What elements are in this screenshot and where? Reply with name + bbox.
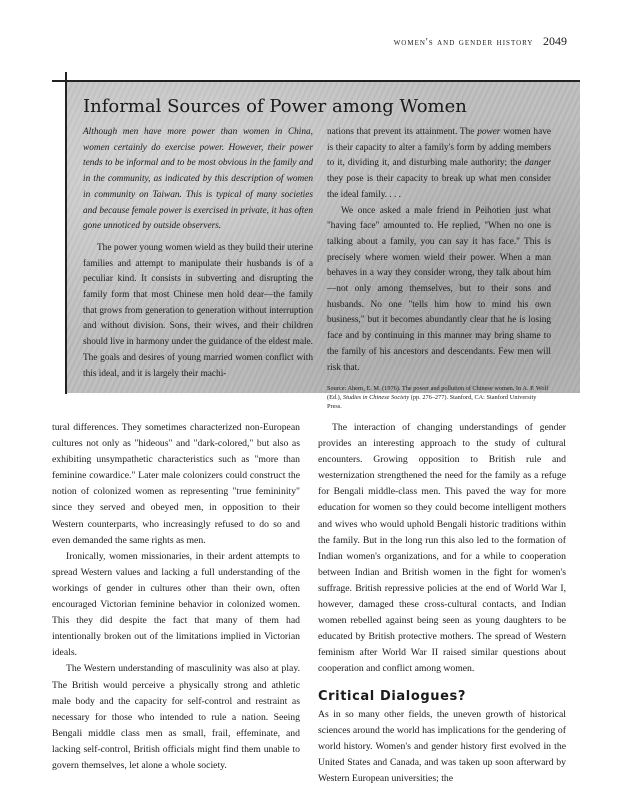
running-head [394, 34, 567, 49]
sidebar-p1-d: they pose is their capacity to break up what men consider the ideal family. . . . [327, 174, 551, 200]
sidebar-right-column [327, 125, 551, 411]
source-title: Studies in Chinese Society [342, 394, 410, 402]
sidebar-source [327, 384, 551, 411]
sidebar-paragraph-1-start: The power young women wield as they build their uterine families and attempt to manipulate their husbands is of a peculiar kind. It consists in subverting and disrupting the family form that most Chinese men hold dear—the family that grows from generation to generation without interruption and without division. Sons, their wives, and their children should live in harmony under the guidance of the eldest male. The goals and desires of young married women conflict with this ideal, and it is largely their machi- [83, 242, 313, 379]
sidebar-paragraph-1-end [327, 125, 551, 204]
sidebar-left-column [83, 125, 313, 382]
sidebar-p1-b: nations that prevent its attainment. The [327, 127, 478, 137]
sidebar-p1-power: power [477, 127, 501, 137]
sidebar-paragraph-2: We once asked a male friend in Peihotien just what "having face" amounted to. He replied, "When no one is talking about a family, you can say it has face." This is precisely where women wield their power. When a man behaves in a way they consider wrong, they talk about him—not only among themselves, but to their sons and husbands. No one "tells him how to mind his own business," but it becomes abundantly clear that he is losing face and by continuing in this manner may bring shame to the family of his ancestors and descendants. Few men will risk that. [327, 205, 551, 373]
body-left-paragraph-3: The Western understanding of masculinity was also at play. The British would perceive a physically strong and athletic male body and the capacity for self-control and restraint as necessary for those who intended to rule a nation. Seeing Bengali middle class men as small, frail, effeminate, and lacking self-control, British officials might find them unable to govern themselves, let alone a whole society. [52, 663, 300, 771]
source-a: Source: Ahern, E. M. (1976). The power and pollution of Chinese women. In A. P. Wolf (Ed.), [327, 385, 549, 402]
body-right-paragraph-2: As in so many other fields, the uneven growth of historical sciences around the world has implications for the gendering of world history. Women's and gender history first evolved in the United States and Canada, and was taken up soon afterward by Western European universities; the [318, 708, 566, 784]
sidebar-p1-c: women have is their capacity to alter a family's form by adding members to it, dividing it, and disturbing male authority; the [327, 127, 551, 169]
sidebar-horizontal-rule [52, 80, 580, 82]
sidebar-title: Informal Sources of Power among Women [83, 96, 467, 117]
body-left-column [52, 420, 300, 774]
body-right-paragraph-1: The interaction of changing understandings of gender provides an interesting approach to the study of cultural encounters. Growing opposition to British rule and westernization strengthened the need for the family as a refuge for Bengali middle-class men. This paved the way for more education for women so they could become intelligent mothers and wives who would uphold Bengali historic traditions within the family. But in the long run this also led to the formation of Indian women's organizations, and for a while to cooperation between Indian and British women in the fight for women's suffrage. British repressive policies at the end of World War I, however, damaged these cross-cultural contacts, and Indian women rebelled against being seen as young daughters to be educated by British protective mothers. The spread of Western feminism after World War II raised similar questions about cooperation and conflict among women. [318, 422, 566, 675]
sidebar-vertical-rule [65, 72, 67, 394]
section-heading: Critical Dialogues? [318, 688, 467, 704]
sidebar-p1-danger: danger [524, 158, 551, 169]
body-left-paragraph-2: Ironically, women missionaries, in their ardent attempts to spread Western values and lacking a full understanding of the workings of gender in cultures other than their own, often encouraged Victorian feminine behavior in colonized women. This they did despite the fact that many of them had intentionally broken out of the limitations implied in Victorian ideals. [52, 550, 300, 659]
source-b: (pp. 276–277). Stanford, CA: Stanford University Press. [327, 394, 537, 411]
page-number: 2049 [543, 34, 567, 48]
sidebar-intro: Although men have more power than women in China, women certainly do exercise power. However, their power tends to be informal and to be most obvious in the family and in the community, as indicated by this description of women in community on Taiwan. This is typical of many societies and because female power is exercised in private, it has often gone unnoticed by outside observers. [83, 127, 313, 232]
running-head-section: women's and gender history [393, 37, 534, 48]
body-left-paragraph-1: tural differences. They sometimes characterized non-European cultures not only as "hideous" and "dark-colored," but also as exhibiting unsympathetic characteristics such as "more than feminine cowardice." Later male colonizers could construct the notion of colonized women as representing "true femininity" since they served and obeyed men, in opposition to their Western counterparts, who increasingly refused to do so and even demanded the same rights as men. [52, 422, 300, 546]
body-right-column [318, 420, 566, 787]
